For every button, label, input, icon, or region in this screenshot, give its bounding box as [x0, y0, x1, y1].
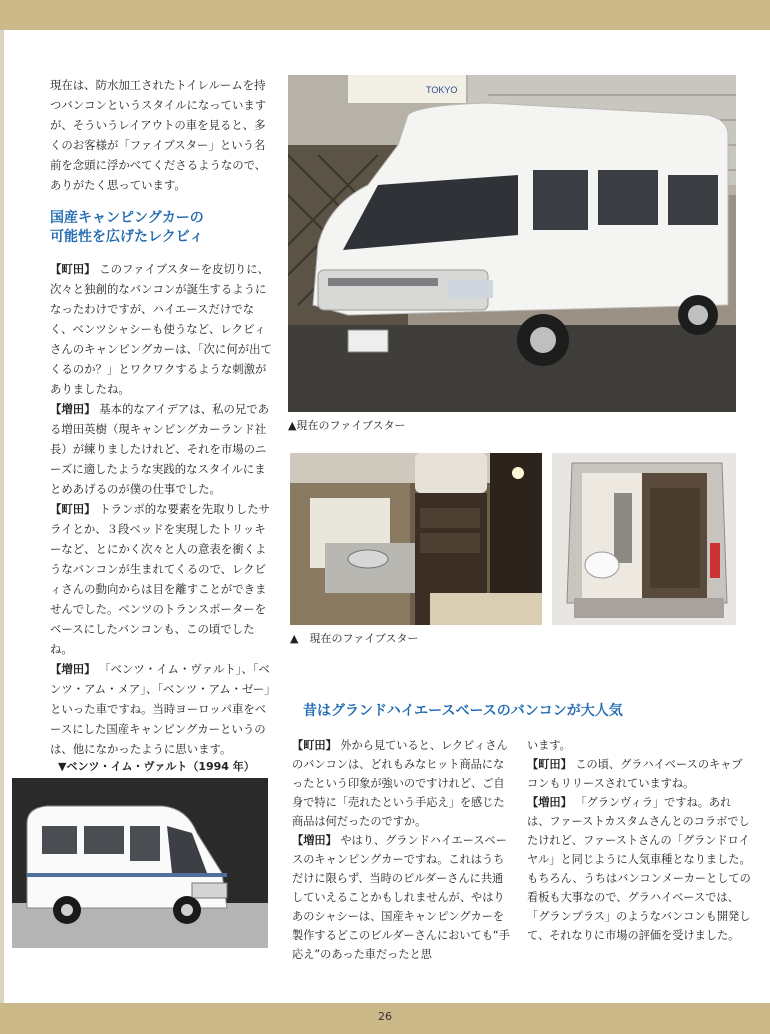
dialogue-paragraph [527, 755, 752, 793]
van-illustration [288, 75, 736, 412]
vintage-van-photo [12, 778, 268, 948]
main-van-photo [288, 75, 736, 412]
dialogue-paragraph [50, 659, 272, 759]
intro-paragraph: 現在は、防水加工されたトイレルームを持つバンコンというスタイルになっていますが、そういうレイアウトの車を見ると、多くのお客様が「ファイブスター」という名前を念頭に浮かべてくださるようなので、ありがたく思っています。 [50, 78, 267, 192]
heading-line-2: 可能性を広げたレクビィ [50, 229, 204, 245]
right-column [527, 736, 752, 945]
interior-photo-rear [552, 453, 736, 625]
interior-kitchen-illustration [290, 453, 542, 625]
dialogue-text: トランポ的な要素を先取りしたサライとか、３段ベッドを実現したトリッキーなど、とにかく次々と人の意表を衝くようなバンコンが生まれてくるので、レクビィさんの動向からは目を離すことができませんでした。ベンツのトランスポーターをベースにしたバンコンも、この頃でしたね。 [50, 502, 271, 656]
dialogue-text: 外から見ていると、レクビィさんのバンコンは、どれもみなヒット商品になったという印象が強いのですけれど、ご自身で特に「売れたという手応え」を感じた商品は何だったのですか。 [292, 739, 508, 828]
interior-photo-kitchen [290, 453, 542, 625]
speaker-label: 【町田】 [50, 502, 96, 516]
vintage-van-caption: ▼ベンツ・イム・ヴァルト（1994 年） [58, 760, 255, 773]
section-title: 昔はグランドハイエースベースのバンコンが大人気 [303, 703, 623, 719]
dialogue-paragraph [292, 831, 510, 964]
speaker-label: 【町田】 [50, 262, 96, 276]
speaker-label: 【町田】 [292, 739, 337, 752]
dialogue-text: います。 [527, 739, 571, 752]
top-band [0, 0, 770, 30]
middle-column [292, 736, 510, 964]
dialogue-text: やはり、グランドハイエースベースのキャンピングカーですね。これはうちだけに限らず、当時のビルダーさんに共通していえることかもしれませんが、やはりあのシャシーは、国産キャンピングカーを製作するどこのビルダーさんにおいても“手応え”のあった車だったと思 [292, 834, 510, 961]
dialogue-paragraph [50, 259, 272, 399]
photo-sign-text: TOKYO [426, 85, 458, 95]
page-edge [0, 30, 4, 1003]
speaker-label: 【増田】 [292, 834, 337, 847]
speaker-label: 【町田】 [527, 758, 572, 771]
page-number: 26 [378, 1010, 392, 1023]
dialogue-text: このファイブスターを皮切りに、次々と独創的なバンコンが誕生するようになったわけですが、ハイエースだけでなく、ベンツシャシーも使うなど、レクビィさんのキャンピングカーは、「次に何が出てくるのか？」とワクワクするような刺激がありましたね。 [50, 262, 272, 396]
section-heading [50, 209, 272, 247]
dialogue-text: 基本的なアイデアは、私の兄である増田英樹（現キャンピングカーランド社長）が練りましたけれど、それを市場のニーズに適したような実践的なスタイルにまとめあげるのが僕の仕事でした。 [50, 402, 270, 496]
dialogue-text: 「グランヴィラ」ですね。あれは、ファーストカスタムさんとのコラボでしたけれど、ファーストさんの「グランドロイヤル」と同じように人気車種となりました。もちろん、うちはバンコンメーカーとしての看板も大事なので、グラハイベースでは、「グランプラス」のようなバンコンも開発して、それなりに市場の評価を受けました。 [527, 796, 751, 942]
dialogue-text: この頃、グラハイベースのキャブコンもリリースされていますね。 [527, 758, 743, 790]
speaker-label: 【増田】 [50, 662, 96, 676]
speaker-label: 【増田】 [527, 796, 572, 809]
interior-rear-illustration [552, 453, 736, 625]
interior-photos-caption: ▲ 現在のファイブスター [290, 632, 419, 645]
vintage-van-illustration [12, 778, 268, 948]
dialogue-paragraph [527, 736, 752, 755]
main-photo-caption: ▲現在のファイブスター [288, 419, 406, 432]
heading-line-1: 国産キャンピングカーの [50, 210, 204, 226]
left-column [50, 75, 272, 759]
dialogue-text: 「ベンツ・イム・ヴァルト」、「ベンツ・アム・メア」、「ベンツ・アム・ゼー」といった車ですね。当時ヨーロッパ車をベースにした国産キャンピングカーというのは、他になかったように思います。 [50, 662, 271, 756]
dialogue-paragraph [292, 736, 510, 831]
dialogue-paragraph [527, 793, 752, 945]
dialogue-paragraph [50, 399, 272, 499]
dialogue-paragraph [50, 499, 272, 659]
speaker-label: 【増田】 [50, 402, 96, 416]
